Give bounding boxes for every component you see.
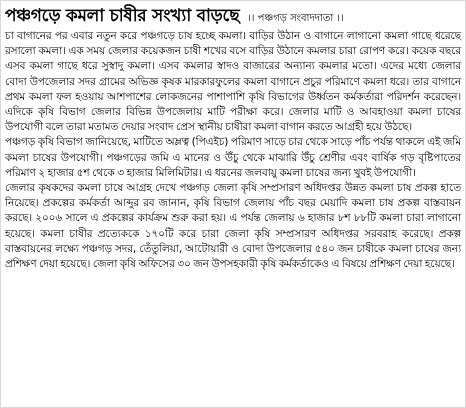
article-paragraph-3: জেলার কৃষকদের কমলা চাষে আগ্রহ দেখে পঞ্চগড় জেলা কৃষি সম্প্রসারণ অধিদপ্তর উন্নত কমলা চাষ প্রকল্প হাতে নিয়েছে। প্রকল্পের কর্মকর্তা আব্দুর রব জানান, কৃষি বিভাগ জেলায় পাঁচ বছর মেয়াদি কমলা চাষ প্রকল্প বাস্তবায়ন করছে। ২০০৬ সালে এ প্রকল্পের কার্যক্রম শুরু করা হয়। এ পর্যন্ত জেলায় ৬ হাজার ৮শ ৮৮টি কমলা চারা লাগানো হয়েছে। কমলা চাষীর প্রত্যেককে ১৭০টি করে চারা জেলা কৃষি সম্প্রসারণ অধিদপ্তর সরবরাহ করেছে। প্রকল্প বাস্তবায়নের লক্ষ্যে পঞ্চগড় সদর, তেঁতুলিয়া, আটোয়ারী ও বোদা উপজেলার ৫৪০ জন চাষীকে কমলা চাষের জন্য প্রশিক্ষণ দেয়া হয়েছে। জেলা কৃষি অফিসের ৩০ জন উপসহকারী কৃষি কর্মকর্তাকেও এ বিষয়ে প্রশিক্ষণ দেয়া হয়েছে। [5, 182, 461, 271]
headline-row [5, 3, 461, 29]
article-byline: ।। পঞ্চগড় সংবাদদাতা ।। [247, 13, 344, 24]
article-paragraph-2: পঞ্চগড় কৃষি বিভাগ জানিয়েছে, মাটিতে অম্লত্ব (পিএইচ) পরিমাণ সাড়ে চার থেকে সাড়ে পাঁচ পর্যন্ত থাকলে এই জমি কমলা চাষের উপযোগী। পঞ্চগড়ের জমি এ মানের ও উঁচু থেকে মাঝারি উঁচু শ্রেণীর এবং বার্ষিক গড় বৃষ্টিপাতের পরিমাণ ২ হাজার ৫শ থেকে ৩ হাজার মিলিমিটার। এ ধরনের জলবায়ু কমলা চাষের জন্য খুবই উপযোগী। [5, 136, 461, 179]
article-paragraph-1: চা বাগানের পর এবার নতুন করে পঞ্চগড়ে চাষ হচ্ছে কমলা। বাড়ির উঠান ও বাগানে লাগানো কমলা গাছে ধরেছে রসালো কমলা। এক সময় জেলার কয়েকজন চাষী শখের বসে বাড়ির উঠানে কমলার চারা রোপণ করে। কয়েক বছরে এসব কমলা গাছে ধরে সুস্বাদু কমলা। এসব কমলার স্বাদও বাজারের অন্যান্য কমলার মতো। এদের মধ্যে জেলার বোদা উপজেলার সদর গ্রামের অভিজ্ঞ কৃষক মারকারফুলের কমলা বাগানে প্রচুর পরিমাণে কমলা ধরে। তার বাগানে প্রথম কমলা ফল হওয়ায় আশপাশের লোকজনের পাশাপাশি কৃষি বিভাগের উর্ধ্বতন কর্মকর্তারা পরিদর্শন করেছেন। এদিকে কৃষি বিভাগ জেলার বিভিন্ন উপজেলায় মাটি পরীক্ষা করে। জেলার মাটি ও আবহাওয়া কমলা চাষের উপযোগী বলে তারা মতামত দেয়ার সংবাদ প্রেস স্থানীয় চাষীরা কমলা বাগান করতে আগ্রহী হয়ে উঠছে। [5, 30, 461, 134]
article-headline: পঞ্চগড়ে কমলা চাষীর সংখ্যা বাড়ছে [5, 6, 240, 26]
